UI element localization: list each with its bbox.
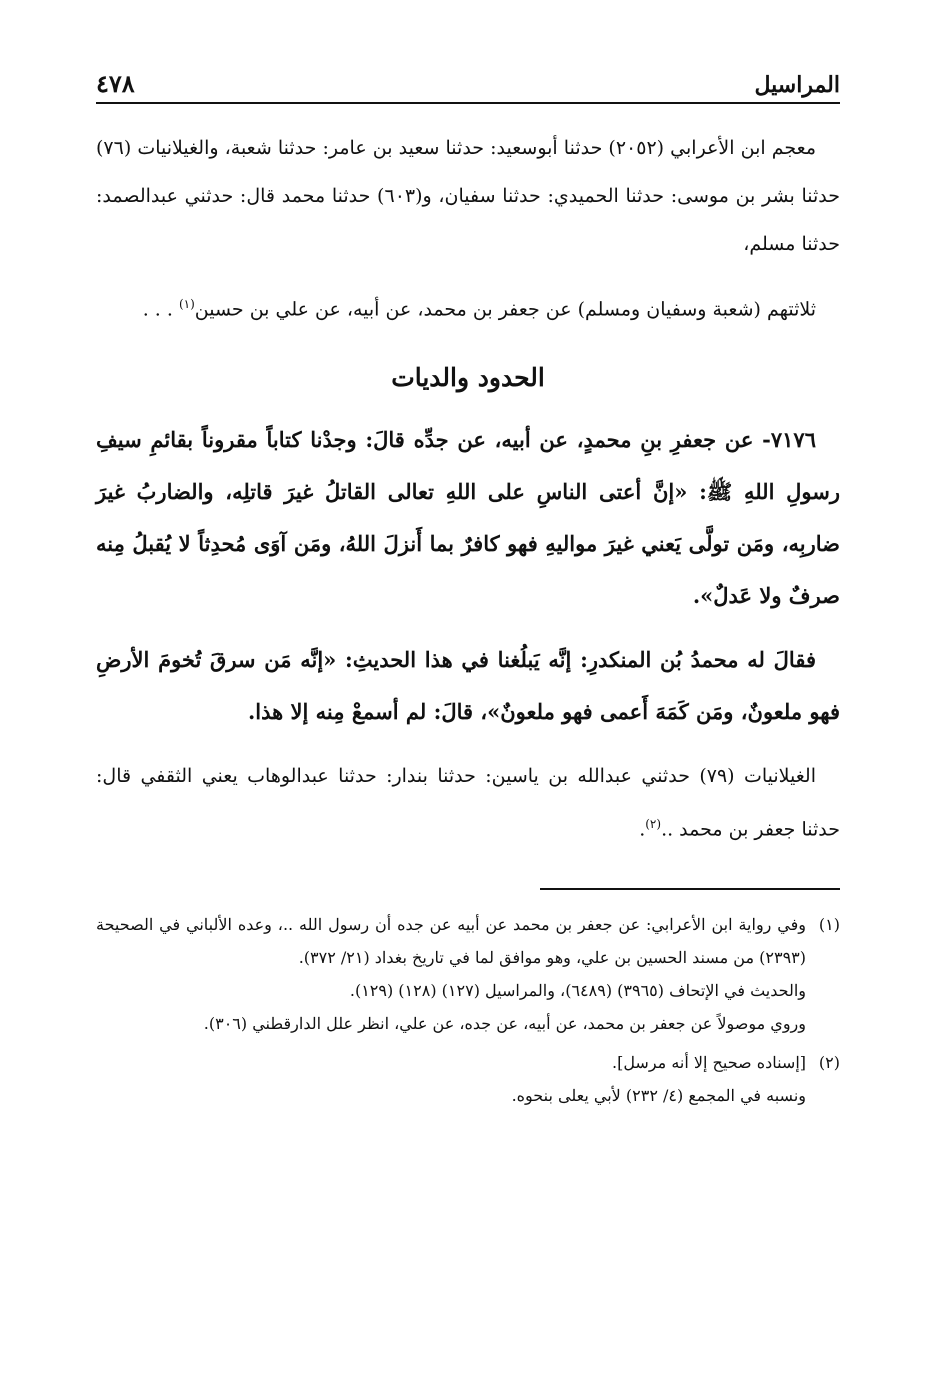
source-paragraph-3 (96, 752, 840, 853)
source-paragraph-3-tail: . (639, 818, 646, 841)
footnote-2 (96, 1046, 840, 1112)
source-paragraph-3-text: الغيلانيات (٧٩) حدثني عبدالله بن ياسين: حدثنا بندار: حدثنا عبدالوهاب يعني الثقفي قال: حدثنا جعفر بن محمد .. (96, 765, 840, 841)
footnote-2-text: [إسناده صحيح إلا أنه مرسل]. (611, 1052, 806, 1072)
footnote-1 (96, 908, 840, 1040)
page-header (96, 58, 840, 104)
source-paragraph-2-text: ثلاثتهم (شعبة وسفيان ومسلم) عن جعفر بن محمد، عن أبيه، عن علي بن حسين (194, 298, 816, 321)
footnote-ref-2[interactable]: (٢) (645, 817, 662, 832)
footnote-1-continuation-2: وروي موصولاً عن جعفر بن محمد، عن أبيه، عن جده، عن علي، انظر علل الدارقطني (٣٠٦). (203, 1013, 806, 1033)
running-title: المراسيل (754, 72, 840, 98)
footnote-1-continuation-1: والحديث في الإتحاف (٣٩٦٥) (٦٤٨٩)، والمراسيل (١٢٧) (١٢٨) (١٢٩). (349, 980, 806, 1000)
footnote-2-continuation-1: ونسبه في المجمع (٤/ ٢٣٢) لأبي يعلى بنحوه. (511, 1085, 806, 1105)
section-heading: الحدود والديات (391, 363, 545, 393)
source-paragraph-2-tail: . . . (142, 298, 179, 321)
footnote-divider (540, 888, 840, 890)
footnote-1-number: (١) (818, 914, 840, 934)
footnote-ref-1[interactable]: (١) (178, 297, 195, 311)
footnotes (96, 908, 840, 1112)
footnote-2-number: (٢) (818, 1052, 840, 1072)
footnote-1-text: وفي رواية ابن الأعرابي: عن جعفر بن محمد عن أبيه عن جده أن رسول الله ..، وعده الألباني في الصحيحة (٢٣٩٣) من مسند الحسين بن علي، وهو موافق لما في تاريخ بغداد (٢١/ ٣٧٢). (96, 914, 806, 967)
page-number: ٤٧٨ (96, 69, 135, 98)
hadith-text: ٧١٧٦- عن جعفرِ بنِ محمدٍ، عن أبيه، عن جدِّه قالَ: وجدْنا كتاباً مقروناً بقائمِ سيفِ رسولِ اللهِ ﷺ: «إنَّ أعتى الناسِ على اللهِ تعالى القاتلُ غيرَ قاتلِه، والضاربُ غيرَ ضاربِه، ومَن تولَّى يَعني غيرَ مواليهِ فهو كافرٌ بما أَنزلَ اللهُ، ومَن آوَى مُحدِثاً لا يُقبلُ مِنه صرفٌ ولا عَدلٌ». (96, 427, 840, 609)
source-paragraph-2 (96, 280, 840, 333)
source-paragraph-1: معجم ابن الأعرابي (٢٠٥٢) حدثنا أبوسعيد: حدثنا سعيد بن عامر: حدثنا شعبة، والغيلانيات (٧٦) حدثنا بشر بن موسى: حدثنا الحميدي: حدثنا سفيان، و(٦٠٣) حدثنا محمد قال: حدثني عبدالصمد: حدثنا مسلم، (96, 137, 840, 255)
book-page (96, 58, 840, 1118)
hadith-continuation: فقالَ له محمدُ بُن المنكدرِ: إنَّه يَبلُغنا في هذا الحديثِ: «إنَّه مَن سرقَ تُخومَ الأرضِ فهو ملعونٌ، ومَن كَمَهَ أَعمى فهو ملعونٌ»، قالَ: لم أسمعْ مِنه إلا هذا. (96, 647, 840, 725)
